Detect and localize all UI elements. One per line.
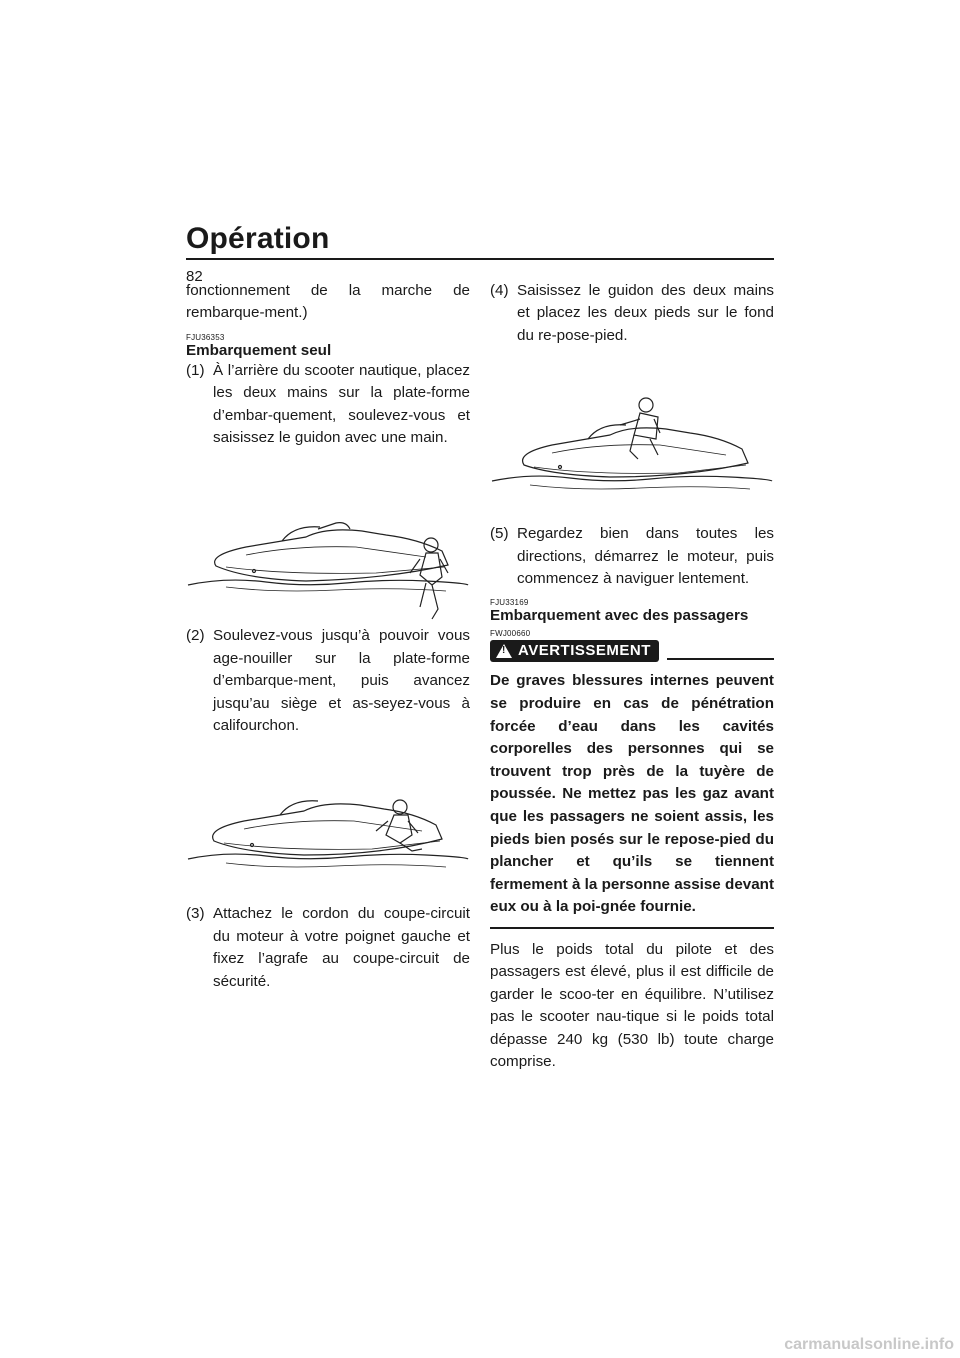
page-title: Opération — [186, 222, 330, 255]
illustration-kneel-on-platform — [186, 737, 470, 903]
illustration-seated-rider — [490, 347, 774, 523]
section-heading-passenger-boarding: Embarquement avec des passagers — [490, 607, 749, 625]
watermark: carmanualsonline.info — [784, 1336, 954, 1353]
step-text: Attachez le cordon du coupe-circuit du moteur à votre poignet gauche et fixez l’agrafe au coupe-circuit de sécurité. — [213, 905, 470, 990]
step-text: Saisissez le guidon des deux mains et placez les deux pieds sur le fond du re-pose-pied. — [517, 282, 774, 344]
page-header — [186, 222, 774, 260]
step-text: Soulevez-vous jusqu’à pouvoir vous age-nouiller sur la plate-forme d’embarque-ment, puis avancez jusqu’au siège et as-seyez-vous à califourchon. — [213, 627, 470, 735]
warning-label: AVERTISSEMENT — [518, 642, 651, 660]
step-number: (1) — [186, 361, 205, 379]
warning-text: De graves blessures internes peuvent se produire en cas de pénétration forcée d’eau dans les cavités corporelles des personnes qui se trouvent trop près de la tuyère de poussée. Ne mettez pas les gaz avant que les passagers ne soient assis, les pieds bien posés sur le repose-pied du plancher et qu’ils se tiennent fermement à la personne assise devant eux ou à la poi-gnée fournie. — [490, 672, 774, 916]
body-paragraph: Plus le poids total du pilote et des passagers est élevé, plus il est difficile de garder le scoo-ter en équilibre. N’utilisez pas le scooter nau-tique si le poids total dépasse 240 kg (530 lb) toute charge comprise. — [490, 940, 774, 1070]
step-2 — [186, 625, 470, 737]
right-column — [490, 280, 774, 1073]
step-3 — [186, 903, 470, 993]
step-number: (4) — [490, 282, 509, 299]
step-1 — [186, 360, 470, 450]
step-number: (3) — [186, 905, 205, 923]
continuation-text: fonctionnement de la marche de rembarque-ment.) — [186, 282, 470, 322]
illustration-climb-aboard — [186, 449, 470, 625]
warning-badge — [490, 640, 659, 662]
step-5 — [490, 523, 774, 590]
page-number: 82 — [186, 268, 203, 285]
warning-triangle-icon — [496, 644, 512, 658]
step-number: (5) — [490, 525, 509, 543]
reference-code: FJU36353 — [186, 332, 225, 342]
warning-header — [490, 640, 774, 662]
left-column — [186, 280, 470, 993]
step-number: (2) — [186, 627, 205, 645]
step-text: Regardez bien dans toutes les directions, démarrez le moteur, puis commencez à naviguer lentement. — [517, 525, 774, 588]
section-heading-solo-boarding: Embarquement seul — [186, 341, 332, 359]
step-4 — [490, 280, 774, 347]
warning-code: FWJ00660 — [490, 629, 531, 639]
step-text: À l’arrière du scooter nautique, placez les deux mains sur la plate-forme d’embar-quement, soulevez-vous et saisissez le guidon avec une main. — [213, 361, 470, 447]
warning-rule — [667, 658, 774, 660]
warning-end-rule — [490, 927, 774, 929]
reference-code: FJU33169 — [490, 598, 529, 608]
